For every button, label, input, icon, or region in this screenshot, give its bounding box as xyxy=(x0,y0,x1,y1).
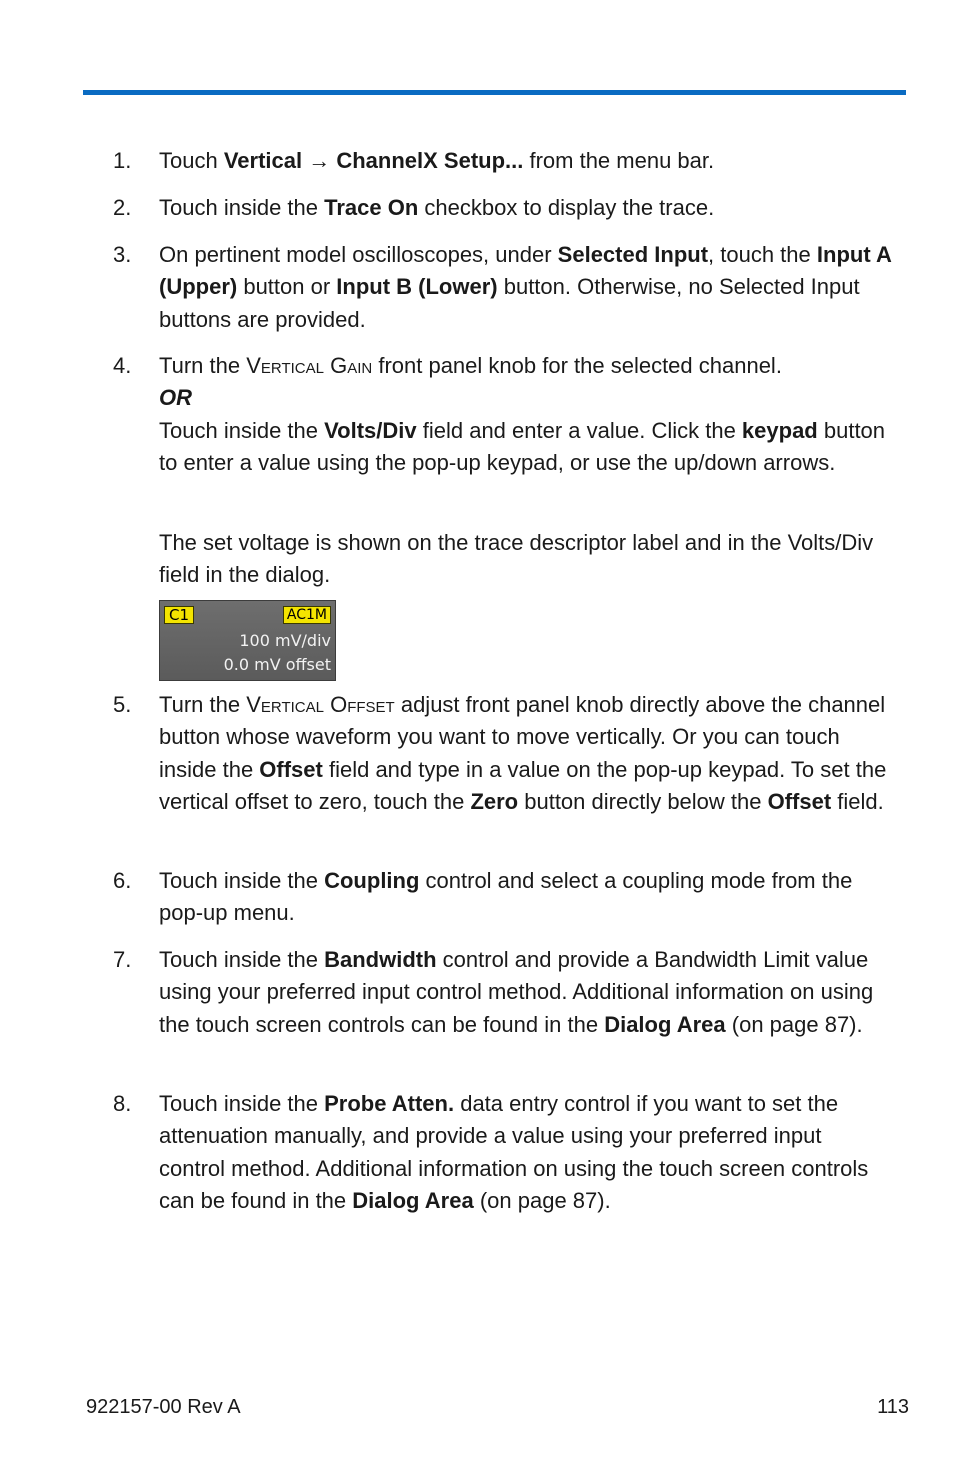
trace-descriptor-label xyxy=(159,600,336,681)
step-4: 4. Turn the Vertical Gain front panel knob for the selected channel. OR Touch inside the Volts/Div field and enter a value. Click the keypad button to enter a value using the pop-up keypad, or use the up/down arrows. xyxy=(113,353,886,476)
step-4-note: The set voltage is shown on the trace descriptor label and in the Volts/Div field in the dialog. xyxy=(159,530,874,588)
or-label: OR xyxy=(159,385,192,411)
coupling-badge: AC1M xyxy=(283,606,331,624)
knob-name: Vertical Gain xyxy=(246,353,373,378)
step-2: 2. Touch inside the Trace On checkbox to display the trace. xyxy=(113,195,715,220)
footer-doc-id: 922157-00 Rev A xyxy=(86,1396,241,1418)
step-3: 3. On pertinent model oscilloscopes, under Selected Input, touch the Input A (Upper) button or Input B (Lower) button. Otherwise, no Selected Input buttons are provided. xyxy=(113,242,892,332)
scale-text: 100 mV/div xyxy=(239,631,331,650)
menu-path: Vertical → ChannelX Setup... xyxy=(223,148,524,173)
step-7: 7. Touch inside the Bandwidth control and provide a Bandwidth Limit value using your preferred input control method. Additional information on using the touch screen controls can be found in the Dialog Area (on page 87). xyxy=(113,947,874,1037)
step-6: 6. Touch inside the Coupling control and select a coupling mode from the pop-up menu. xyxy=(113,868,853,926)
step-1: 1. Touch Vertical → ChannelX Setup... from the menu bar. xyxy=(113,145,893,177)
step-8: 8. Touch inside the Probe Atten. data entry control if you want to set the attenuation manually, and provide a value using your preferred input control method. Additional information on using the touch screen controls can be found in the Dialog Area (on page 87). xyxy=(113,1091,869,1214)
footer-page-number: 113 xyxy=(877,1396,909,1418)
step-number: 1. xyxy=(113,148,132,173)
offset-text: 0.0 mV offset xyxy=(223,655,331,674)
step-5: 5. Turn the Vertical Offset adjust front panel knob directly above the channel button whose waveform you want to move vertically. Or you can touch inside the Offset field and type in a value on the pop-up keypad. To set the vertical offset to zero, touch the Zero button directly below the Offset field. xyxy=(113,692,887,815)
channel-badge: C1 xyxy=(164,606,194,624)
header-rule xyxy=(83,90,906,95)
